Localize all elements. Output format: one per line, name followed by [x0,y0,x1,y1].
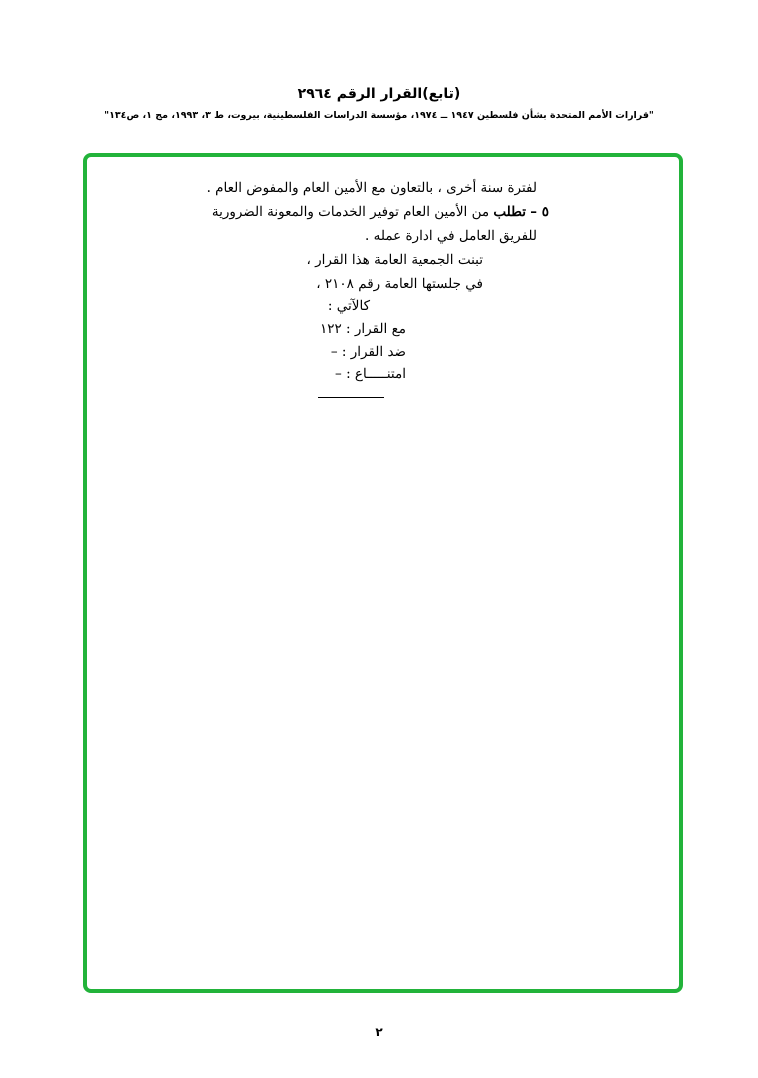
page-title: (تابع)القرار الرقم ٢٩٦٤ [297,86,461,102]
item-5-verb: تطلب [493,204,526,220]
text-line-3: للفريق العامل في ادارة عمله . [365,228,537,244]
item-5-text: من الأمين العام توفير الخدمات والمعونة الضرورية [211,204,490,220]
item-5-number: ٥ – [530,204,549,220]
page-number: ٢ [375,1025,383,1039]
text-line-1: لفترة سنة أخرى ، بالتعاون مع الأمين العام والمفوض العام . [206,180,537,196]
meeting-line: في جلستها العامة رقم ٢١٠٨ ، [316,276,483,292]
vote-for: مع القرار : ١٢٢ [319,321,406,337]
vote-against: ضد القرار : – [330,344,406,360]
source-citation: "قرارات الأمم المتحدة بشأن فلسطين ١٩٤٧ ــ ١٩٧٤، مؤسسة الدراسات الفلسطينية، بيروت، ط ٣، ١٩٩٣، مج ١، ص١٣٤" [104,110,654,121]
vote-abstain: امتنـــــاع : – [335,366,406,382]
adopted-line: تبنت الجمعية العامة هذا القرار ، [306,252,483,268]
as-follows-line: كالآتي : [327,298,370,314]
text-line-item-5 [212,204,549,220]
closing-rule [318,397,384,398]
